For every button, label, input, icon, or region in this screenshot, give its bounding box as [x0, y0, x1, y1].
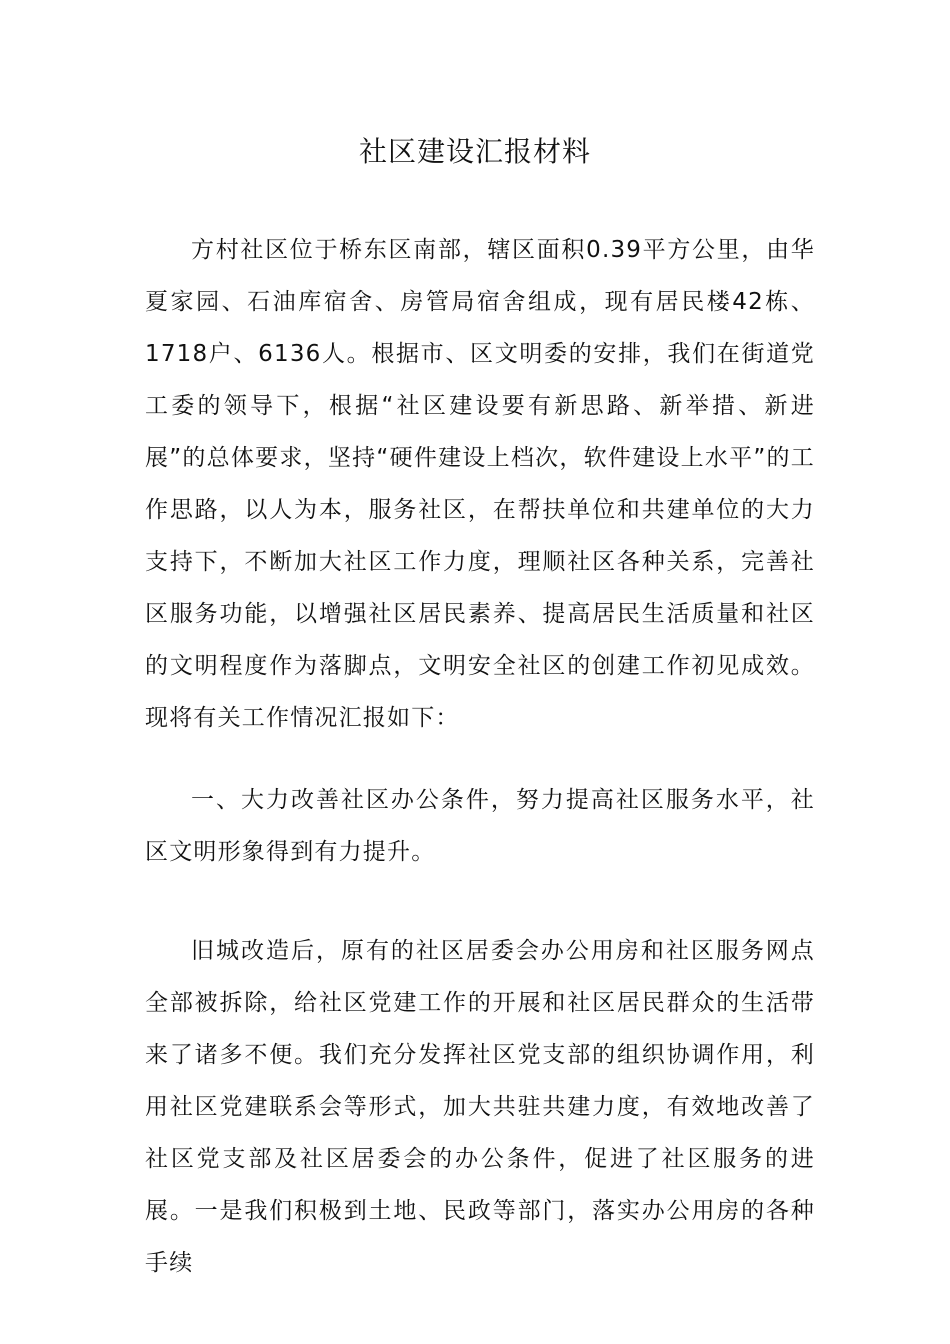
document-title: 社区建设汇报材料 — [358, 135, 591, 168]
paragraph-intro: 方村社区位于桥东区南部，辖区面积0.39平方公里，由华夏家园、石油库宿舍、房管局宿舍组成，现有居民楼42栋、1718户、6136人。根据市、区文明委的安排，我们在街道党工委的领导下，根据“社区建设要有新思路、新举措、新进展”的总体要求，坚持“硬件建设上档次，软件建设上水平”的工作思路，以人为本，服务社区，在帮扶单位和共建单位的大力支持下，不断加大社区工作力度，理顺社区各种关系，完善社区服务功能，以增强社区居民素养、提高居民生活质量和社区的文明程度作为落脚点，文明安全社区的创建工作初见成效。现将有关工作情况汇报如下： — [145, 237, 815, 731]
paragraph-section-heading: 一、大力改善社区办公条件，努力提高社区服务水平，社区文明形象得到有力提升。 — [145, 787, 815, 865]
paragraph-body: 旧城改造后，原有的社区居委会办公用房和社区服务网点全部被拆除，给社区党建工作的开展和社区居民群众的生活带来了诸多不便。我们充分发挥社区党支部的组织协调作用，利用社区党建联系会等形式，加大共驻共建力度，有效地改善了社区党支部及社区居委会的办公条件，促进了社区服务的进展。一是我们积极到土地、民政等部门，落实办公用房的各种手续 — [145, 938, 815, 1276]
